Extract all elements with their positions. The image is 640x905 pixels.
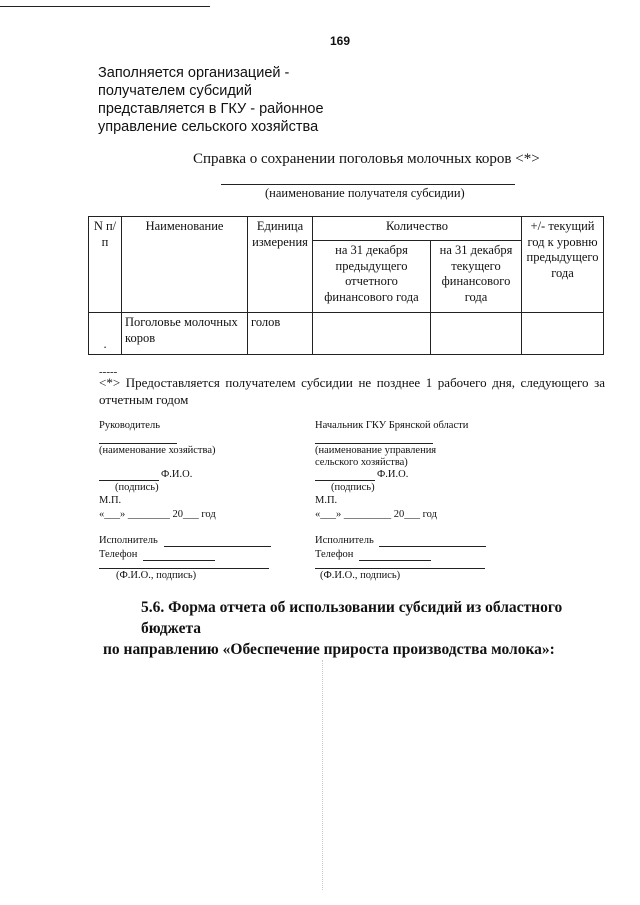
right-sign-caption: (подпись): [331, 482, 375, 493]
right-fio-sign-caption: (Ф.И.О., подпись): [320, 570, 401, 581]
left-fio: Ф.И.О.: [161, 469, 193, 480]
header-num: N п/п: [89, 217, 122, 313]
left-org-line: [99, 443, 177, 444]
livestock-table: [88, 216, 604, 355]
header-note-line: Заполняется организацией -: [98, 65, 290, 81]
header-difference: +/- текущий год к уровню предыдущего года: [522, 217, 604, 313]
right-phone-line: [359, 560, 431, 561]
row-qty-cur: [431, 313, 522, 355]
section-title-line-2: по направлению «Обеспечение прироста производства молока»:: [103, 641, 555, 658]
left-mp: М.П.: [99, 495, 122, 506]
row-num: .: [89, 313, 122, 355]
right-sign-line: [315, 480, 375, 481]
right-date: «___» _________ 20___ год: [315, 509, 437, 520]
header-quantity: Количество: [313, 217, 522, 241]
header-name: Наименование: [122, 217, 248, 313]
header-qty-cur: на 31 декабря текущего финансового года: [431, 241, 522, 313]
header-note-line: управление сельского хозяйства: [98, 119, 319, 135]
scan-artifact-dots: [322, 660, 323, 890]
left-fio-sign-caption: (Ф.И.О., подпись): [116, 570, 197, 581]
header-qty-prev: на 31 декабря предыдущего отчетного финансового года: [313, 241, 431, 313]
left-org-caption: (наименование хозяйства): [99, 445, 216, 456]
row-unit: голов: [248, 313, 313, 355]
left-sign-caption: (подпись): [115, 482, 159, 493]
left-phone: Телефон: [99, 549, 138, 560]
right-phone: Телефон: [315, 549, 354, 560]
left-executor: Исполнитель: [99, 535, 158, 546]
right-org-caption-1: (наименование управления: [315, 445, 437, 456]
left-role: Руководитель: [99, 420, 160, 431]
right-executor: Исполнитель: [315, 535, 374, 546]
right-fio: Ф.И.О.: [377, 469, 409, 480]
right-org-line: [315, 443, 433, 444]
page-number: 169: [330, 34, 351, 48]
recipient-caption: (наименование получателя субсидии): [265, 186, 465, 200]
row-difference: [522, 313, 604, 355]
right-executor-line: [379, 546, 486, 547]
header-note: [98, 64, 324, 136]
row-name: Поголовье молочных коров: [122, 313, 248, 355]
document-title: Справка о сохранении поголовья молочных коров <*>: [193, 151, 540, 167]
left-executor-line: [164, 546, 271, 547]
right-mp: М.П.: [315, 495, 338, 506]
footnote-separator: -----: [99, 366, 118, 378]
header-note-line: представляется в ГКУ - районное: [98, 101, 324, 117]
section-title-line-1: 5.6. Форма отчета об использовании субсидий из областного бюджета: [141, 599, 563, 637]
header-unit: Единица измерения: [248, 217, 313, 313]
right-fio-sign-line: [315, 568, 485, 569]
left-date: «___» ________ 20___ год: [99, 509, 216, 520]
right-org-caption-2: сельского хозяйства): [315, 457, 408, 468]
row-qty-prev: [313, 313, 431, 355]
right-role: Начальник ГКУ Брянской области: [315, 420, 469, 431]
left-sign-line: [99, 480, 159, 481]
left-fio-sign-line: [99, 568, 269, 569]
recipient-line: [221, 184, 515, 185]
section-title: [103, 597, 608, 660]
footnote: <*> Предоставляется получателем субсидии не позднее 1 рабочего дня, следующего за отчетным годом: [99, 375, 605, 407]
header-note-line: получателем субсидий: [98, 83, 253, 99]
top-rule: [0, 6, 210, 7]
left-phone-line: [143, 560, 215, 561]
